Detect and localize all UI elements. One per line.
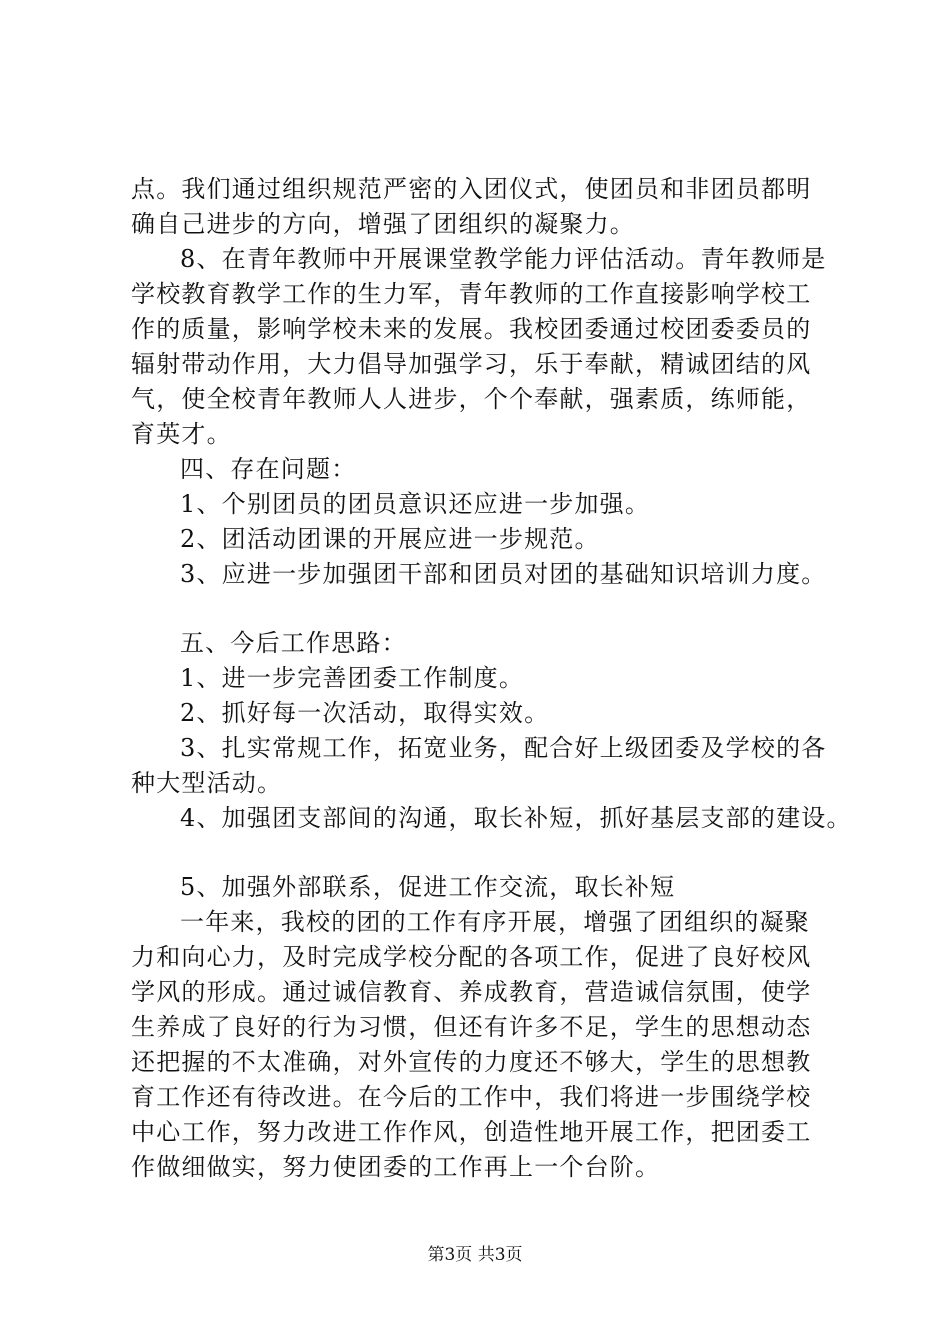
text-line: 还把握的不太准确，对外宣传的力度还不够大，学生的思想教: [131, 1048, 812, 1076]
text-line: 中心工作，努力改进工作作风，创造性地开展工作，把团委工: [131, 1118, 812, 1146]
paragraph-gap: [131, 592, 861, 626]
section-heading: 五、今后工作思路：: [180, 629, 407, 657]
text-line: 育英才。: [131, 420, 232, 448]
list-item: 1、进一步完善团委工作制度。: [180, 664, 525, 692]
text-line: 气，使全校青年教师人人进步，个个奉献，强素质，练师能，: [131, 385, 812, 413]
list-item: 2、团活动团课的开展应进一步规范。: [180, 525, 600, 553]
text-line: 学风的形成。通过诚信教育、养成教育，营造诚信氛围，使学: [131, 978, 812, 1006]
text-line: 确自己进步的方向，增强了团组织的凝聚力。: [131, 210, 635, 238]
document-body: [131, 172, 861, 1185]
text-line: 辐射带动作用，大力倡导加强学习，乐于奉献，精诚团结的风: [131, 350, 812, 378]
list-item: 1、个别团员的团员意识还应进一步加强。: [180, 490, 651, 518]
text-line: 育工作还有待改进。在今后的工作中，我们将进一步围绕学校: [131, 1083, 812, 1111]
text-line: 点。我们通过组织规范严密的入团仪式，使团员和非团员都明: [131, 175, 812, 203]
list-item: 2、抓好每一次活动，取得实效。: [180, 699, 550, 727]
text-line: 学校教育教学工作的生力军，青年教师的工作直接影响学校工: [131, 280, 812, 308]
text-line: 8、在青年教师中开展课堂教学能力评估活动。青年教师是: [180, 245, 827, 273]
text-line: 生养成了良好的行为习惯，但还有许多不足，学生的思想动态: [131, 1013, 812, 1041]
paragraph-gap: [131, 836, 861, 870]
section-heading: 四、存在问题：: [180, 455, 357, 483]
text-line: 力和向心力，及时完成学校分配的各项工作，促进了良好校风: [131, 943, 812, 971]
list-item: 3、扎实常规工作，拓宽业务，配合好上级团委及学校的各: [180, 734, 827, 762]
text-line: 作做细做实，努力使团委的工作再上一个台阶。: [131, 1153, 661, 1181]
list-item: 5、加强外部联系，促进工作交流，取长补短: [180, 873, 676, 901]
text-line: 种大型活动。: [131, 769, 283, 797]
text-line: 一年来，我校的团的工作有序开展，增强了团组织的凝聚: [180, 908, 810, 936]
text-line: 作的质量，影响学校未来的发展。我校团委通过校团委委员的: [131, 315, 812, 343]
list-item: 3、应进一步加强团干部和团员对团的基础知识培训力度。: [180, 560, 827, 588]
page-number-footer: 第3页 共3页: [427, 1245, 523, 1265]
list-item: 4、加强团支部间的沟通，取长补短，抓好基层支部的建设。: [180, 804, 852, 832]
